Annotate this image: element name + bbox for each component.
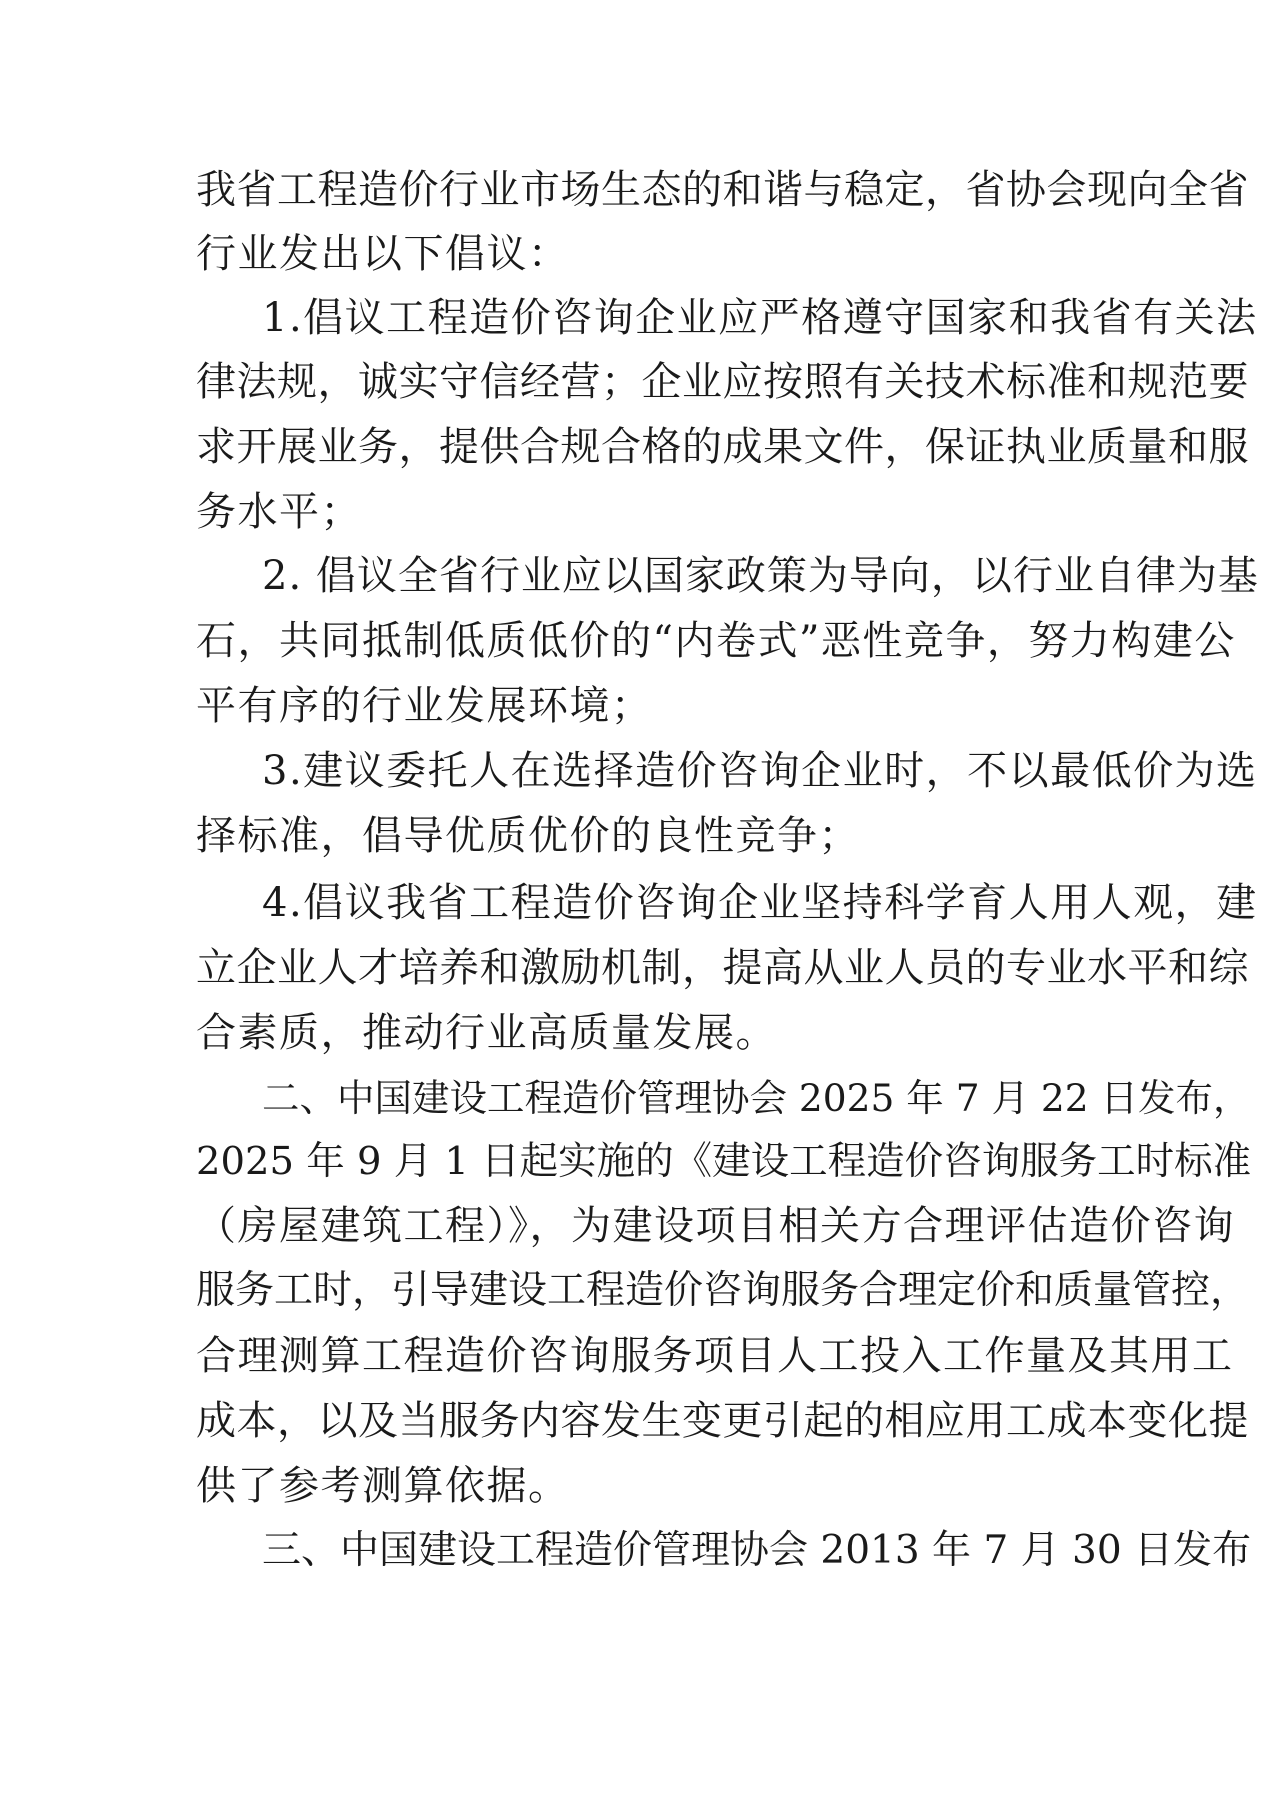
text-line: 择标准，倡导优质优价的良性竞争； — [196, 813, 860, 859]
text-line: 1.倡议工程造价咨询企业应严格遵守国家和我省有关法 — [262, 295, 1258, 341]
text-line: 2025 年 9 月 1 日起实施的《建设工程造价咨询服务工时标准 — [196, 1139, 1252, 1184]
text-line: 合理测算工程造价咨询服务项目人工投入工作量及其用工 — [196, 1333, 1234, 1379]
text-line: 供了参考测算依据。 — [196, 1463, 570, 1509]
text-line: 服务工时，引导建设工程造价咨询服务合理定价和质量管控， — [196, 1268, 1250, 1313]
text-line: 平有序的行业发展环境； — [196, 683, 653, 729]
text-line: 三、中国建设工程造价管理协会 2013 年 7 月 30 日发布 — [262, 1528, 1252, 1573]
text-line: 3.建议委托人在选择造价咨询企业时，不以最低价为选 — [262, 748, 1258, 794]
text-line: 我省工程造价行业市场生态的和谐与稳定，省协会现向全省 — [196, 167, 1249, 213]
text-line: 合素质，推动行业高质量发展。 — [196, 1010, 777, 1056]
text-line: 立企业人才培养和激励机制，提高从业人员的专业水平和综 — [196, 945, 1249, 991]
text-line: 律法规，诚实守信经营；企业应按照有关技术标准和规范要 — [196, 359, 1249, 405]
text-line: 行业发出以下倡议： — [196, 231, 570, 277]
text-line: 4.倡议我省工程造价咨询企业坚持科学育人用人观，建 — [262, 880, 1258, 926]
text-line: 2. 倡议全省行业应以国家政策为导向，以行业自律为基 — [262, 553, 1259, 599]
text-line: 求开展业务，提供合规合格的成果文件，保证执业质量和服 — [196, 424, 1249, 470]
text-line: 二、中国建设工程造价管理协会 2025 年 7 月 22 日发布， — [262, 1076, 1251, 1120]
text-line: 石，共同抵制低质低价的“内卷式”恶性竞争，努力构建公 — [196, 618, 1236, 664]
text-line: 务水平； — [196, 489, 362, 535]
text-line: 成本，以及当服务内容发生变更引起的相应用工成本变化提 — [196, 1398, 1249, 1444]
text-line: （房屋建筑工程）》，为建设项目相关方合理评估造价咨询 — [196, 1203, 1235, 1249]
